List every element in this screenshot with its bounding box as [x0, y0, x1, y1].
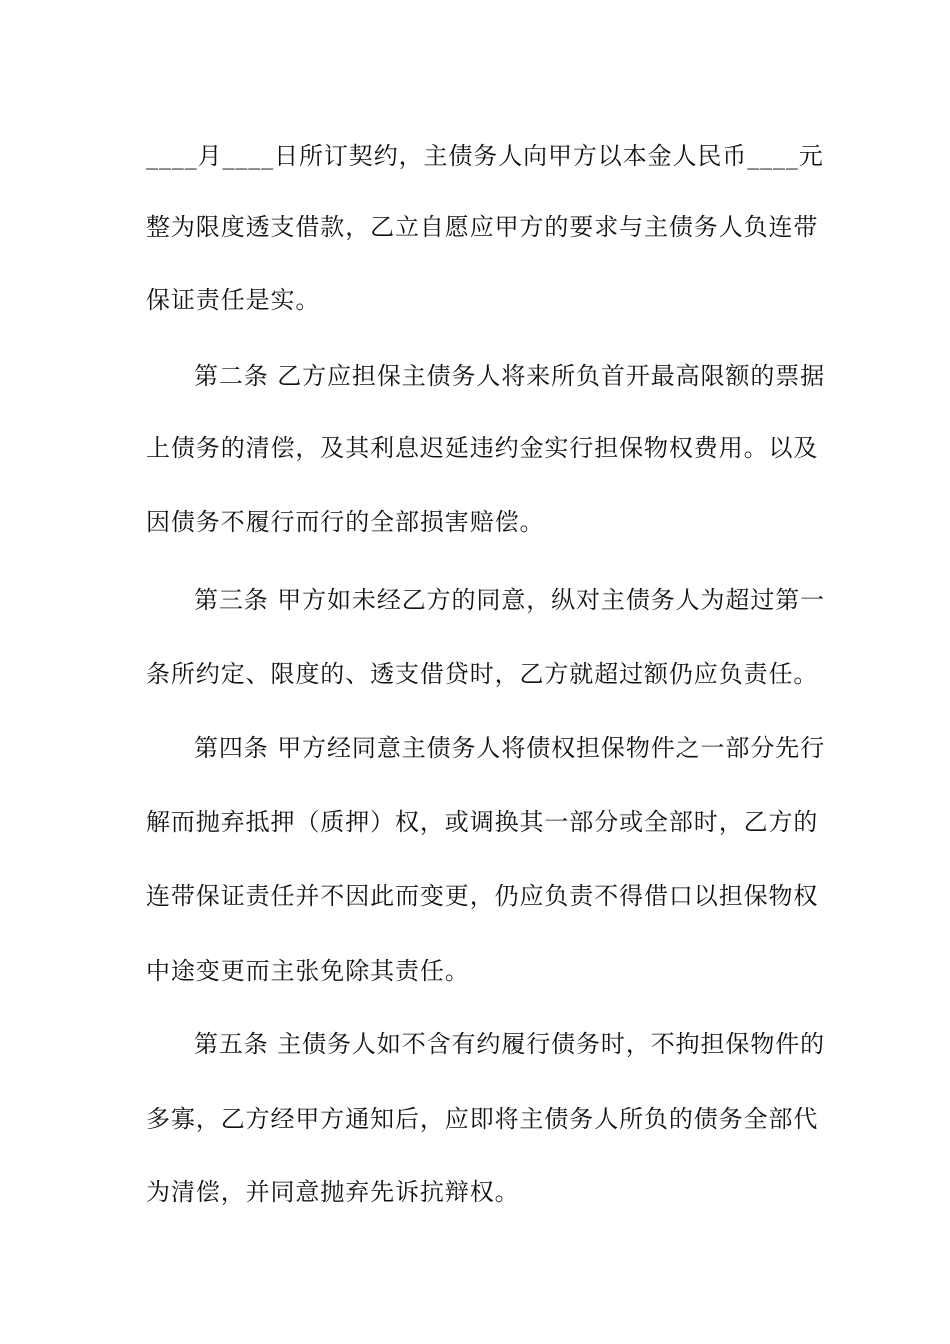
text-line: 上债务的清偿，及其利息迟延违约金实行担保物权费用。以及	[146, 434, 819, 462]
text-line: 为清偿，并同意抛弃先诉抗辩权。	[146, 1178, 520, 1206]
article-2-heading-line: 第二条 乙方应担保主债务人将来所负首开最高限额的票据	[194, 362, 826, 390]
article-4-heading-line: 第四条 甲方经同意主债务人将债权担保物件之一部分先行	[194, 734, 826, 762]
text-line: 解而抛弃抵押（质押）权，或调换其一部分或全部时，乙方的	[146, 808, 819, 836]
text-line: 因债务不履行而行的全部损害赔偿。	[146, 508, 545, 536]
text-line: 保证责任是实。	[146, 286, 321, 314]
text-line: ____月____日所订契约，主债务人向甲方以本金人民币____元	[146, 142, 824, 170]
article-3-heading-line: 第三条 甲方如未经乙方的同意，纵对主债务人为超过第一	[194, 586, 826, 614]
text-line: 多寡，乙方经甲方通知后，应即将主债务人所负的债务全部代	[146, 1105, 819, 1133]
text-line: 整为限度透支借款，乙立自愿应甲方的要求与主债务人负连带	[146, 213, 819, 241]
article-5-heading-line: 第五条 主债务人如不含有约履行债务时，不拘担保物件的	[194, 1030, 826, 1058]
text-line: 条所约定、限度的、透支借贷时，乙方就超过额仍应负责任。	[146, 660, 819, 688]
text-line: 连带保证责任并不因此而变更，仍应负责不得借口以担保物权	[146, 882, 819, 910]
text-line: 中途变更而主张免除其责任。	[146, 957, 470, 985]
